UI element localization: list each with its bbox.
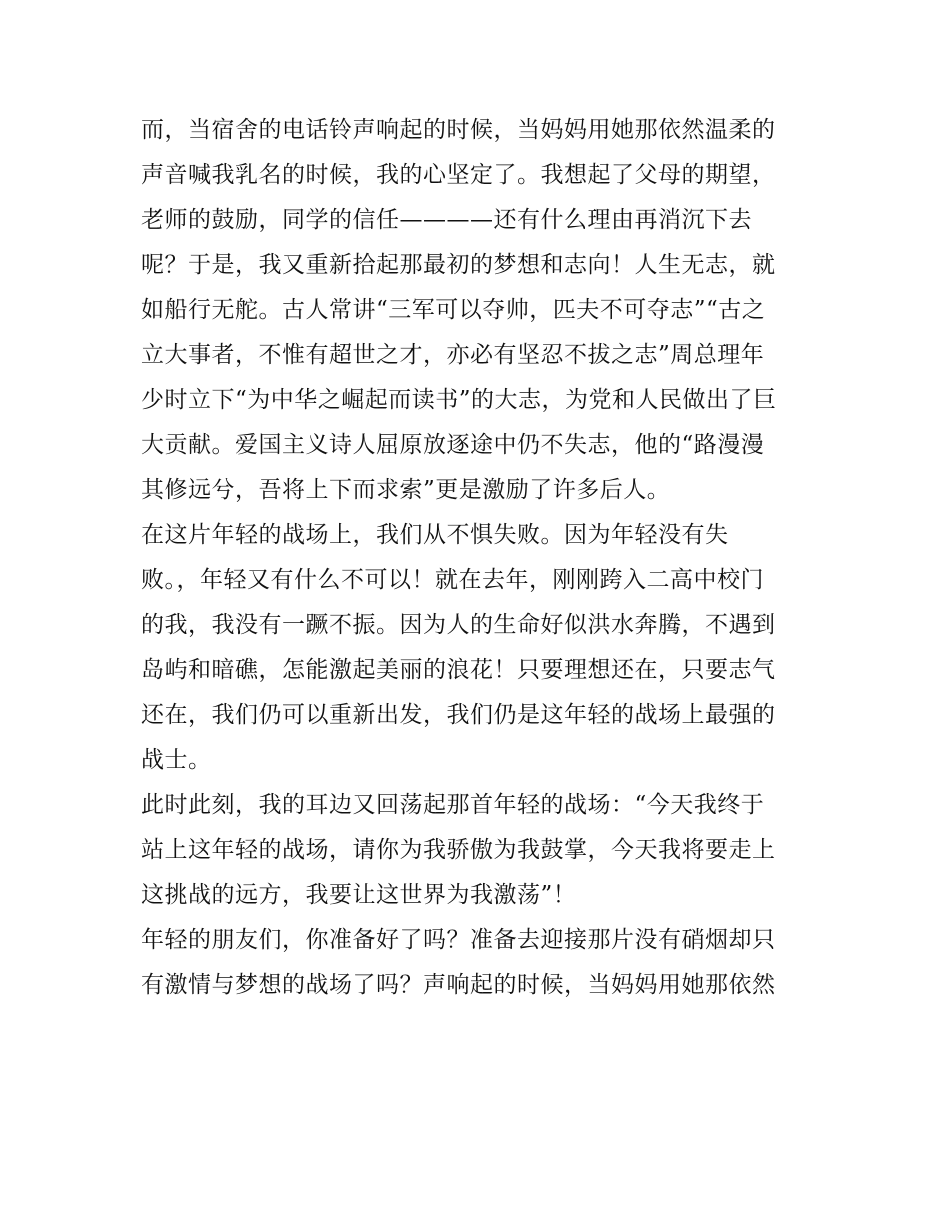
text-line: 还在，我们仍可以重新出发，我们仍是这年轻的战场上最强的 <box>141 702 776 728</box>
text-line: 败。，年轻又有什么不可以！就在去年，刚刚跨入二高中校门 <box>141 567 764 593</box>
text-line: 岛屿和暗礁，怎能激起美丽的浪花！只要理想还在，只要志气 <box>141 657 776 683</box>
text-line: 这挑战的远方，我要让这世界为我激荡”！ <box>141 882 577 908</box>
document-body <box>141 108 821 1008</box>
text-line: 的我，我没有一蹶不振。因为人的生命好似洪水奔腾，不遇到 <box>141 612 776 638</box>
text-line: 呢？于是，我又重新拾起那最初的梦想和志向！人生无志，就 <box>141 252 776 278</box>
text-line: 战士。 <box>141 747 212 773</box>
text-line: 年轻的朋友们，你准备好了吗？准备去迎接那片没有硝烟却只 <box>141 927 776 953</box>
text-line: 有激情与梦想的战场了吗？声响起的时候，当妈妈用她那依然 <box>141 972 776 998</box>
text-line: 少时立下“为中华之崛起而读书”的大志，为党和人民做出了巨 <box>141 387 777 413</box>
text-line: 立大事者，不惟有超世之才，亦必有坚忍不拔之志”周总理年 <box>141 342 765 368</box>
text-line: 老师的鼓励，同学的信任————还有什么理由再消沉下去 <box>141 207 752 233</box>
text-line: 声音喊我乳名的时候，我的心坚定了。我想起了父母的期望， <box>141 162 776 188</box>
text-line: 此时此刻，我的耳边又回荡起那首年轻的战场：“今天我终于 <box>141 792 765 818</box>
text-line: 而，当宿舍的电话铃声响起的时候，当妈妈用她那依然温柔的 <box>141 117 776 143</box>
text-line: 在这片年轻的战场上，我们从不惧失败。因为年轻没有失 <box>141 522 729 548</box>
text-line: 大贡献。爱国主义诗人屈原放逐途中仍不失志，他的“路漫漫 <box>141 432 765 458</box>
text-line: 如船行无舵。古人常讲“三军可以夺帅，匹夫不可夺志”“古之 <box>141 297 766 323</box>
text-line: 站上这年轻的战场，请你为我骄傲为我鼓掌，今天我将要走上 <box>141 837 776 863</box>
text-line: 其修远兮，吾将上下而求索”更是激励了许多后人。 <box>141 477 671 503</box>
